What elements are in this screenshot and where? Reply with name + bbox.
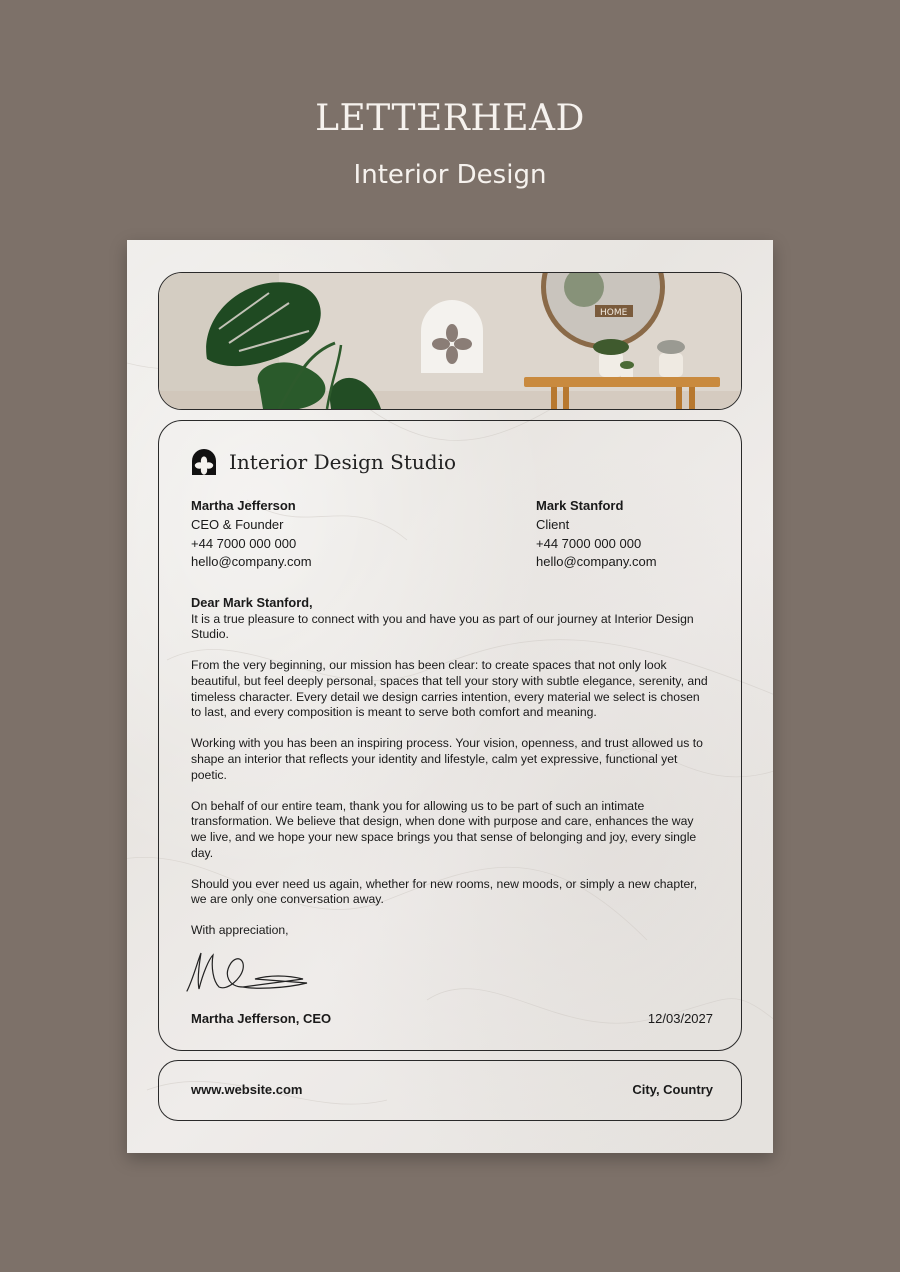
letter-greeting: Dear Mark Stanford, [191,595,313,610]
footer-website: www.website.com [191,1082,303,1097]
recipient-name: Mark Stanford [536,498,624,513]
sender-role: CEO & Founder [191,516,284,532]
page-subtitle: Interior Design [353,160,547,190]
studio-name: Interior Design Studio [229,450,457,474]
letter-date: 12/03/2027 [647,1011,713,1026]
sender-phone: +44 7000 000 000 [191,535,297,551]
recipient-phone: +44 7000 000 000 [536,535,642,551]
letter-paragraph: Working with you has been an inspiring process. Your vision, openness, and trust allowed us to shape an interior that reflects your identity and lifestyle, calm yet expressive, functional yet poetic. [191,736,703,782]
letter-closing: With appreciation, [191,923,289,938]
sender-block [191,497,312,572]
letter-paragraph: On behalf of our entire team, thank you for allowing us to be part of such an intimate transformation. We believe that design, when done with purpose and care, enhances the way we live, and we hope your new space brings you that sense of belonging and joy, every single day. [191,798,697,860]
recipient-block [536,497,657,572]
recipient-email: hello@company.com [536,554,657,570]
banner-photo [158,272,742,410]
letterhead-sheet [127,240,773,1153]
signature [183,949,313,999]
footer-bar [158,1060,742,1121]
banner-home-sign: HOME [600,308,628,318]
letter-paragraph: It is a true pleasure to connect with you and have you as part of our journey at Interior Design Studio. [191,611,694,642]
page-title: LETTERHEAD [315,98,585,139]
letter-body [191,595,711,939]
footer-location: City, Country [632,1082,713,1097]
letter-panel [158,420,742,1051]
sender-name: Martha Jefferson [191,498,296,513]
recipient-role: Client [536,516,570,532]
sender-email: hello@company.com [191,554,312,570]
letter-paragraph: From the very beginning, our mission has been clear: to create spaces that not only look beautiful, but feel deeply personal, spaces that tell your story with subtle elegance, serenity, and timeless character. Every detail we design carries intention, every material we select is chosen to last, and every composition is meant to serve both comfort and meaning. [191,658,708,720]
studio-logo-icon [191,449,217,475]
letter-paragraph: Should you ever need us again, whether for new rooms, new moods, or simply a new chapter, we are only one conversation away. [191,876,698,907]
signer-name: Martha Jefferson, CEO [191,1011,332,1026]
